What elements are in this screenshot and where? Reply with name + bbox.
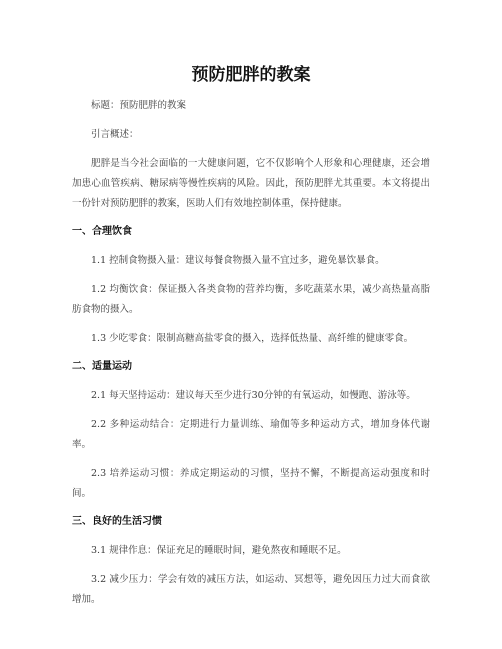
section-diet — [72, 223, 430, 349]
intro-label: 引言概述： — [91, 129, 139, 140]
list-item: 1.2 均衡饮食：保证摄入各类食物的营养均衡，多吃蔬菜水果，减少高热量高脂肪食物的摄入。 — [72, 284, 430, 315]
intro-paragraph: 肥胖是当今社会面临的一大健康问题，它不仅影响个人形象和心理健康，还会增加患心血管疾病、糖尿病等慢性疾病的风险。因此，预防肥胖尤其重要。本文将提出一份针对预防肥胖的教案，医助人们有效地控制体重，保持健康。 — [72, 158, 430, 209]
document-body — [72, 96, 430, 619]
section-exercise — [72, 358, 430, 504]
section-heading: 二、适量运动 — [72, 361, 132, 372]
list-item: 2.3 培养运动习惯：养成定期运动的习惯，坚持不懈，不断提高运动强度和时间。 — [72, 468, 430, 499]
list-item: 1.3 少吃零食：限制高糖高盐零食的摄入，选择低热量、高纤维的健康零食。 — [91, 333, 414, 344]
list-item: 1.1 控制食物摄入量：建议每餐食物摄入量不宜过多，避免暴饮暴食。 — [91, 255, 385, 266]
section-heading: 一、合理饮食 — [72, 226, 132, 237]
section-habits — [72, 513, 430, 610]
list-item: 3.1 规律作息：保证充足的睡眠时间，避免熬夜和睡眠不足。 — [91, 545, 347, 556]
document-title: 预防肥胖的教案 — [191, 65, 311, 85]
list-item: 3.2 减少压力：学会有效的减压方法，如运动、冥想等，避免因压力过大而食欲增加。 — [72, 574, 430, 605]
list-item: 2.1 每天坚持运动：建议每天至少进行30分钟的有氧运动，如慢跑、游泳等。 — [91, 390, 416, 401]
section-heading: 三、良好的生活习惯 — [72, 516, 162, 527]
list-item: 2.2 多种运动结合：定期进行力量训练、瑜伽等多种运动方式，增加身体代谢率。 — [72, 419, 430, 450]
meta-title: 标题：预防肥胖的教案 — [91, 100, 187, 111]
